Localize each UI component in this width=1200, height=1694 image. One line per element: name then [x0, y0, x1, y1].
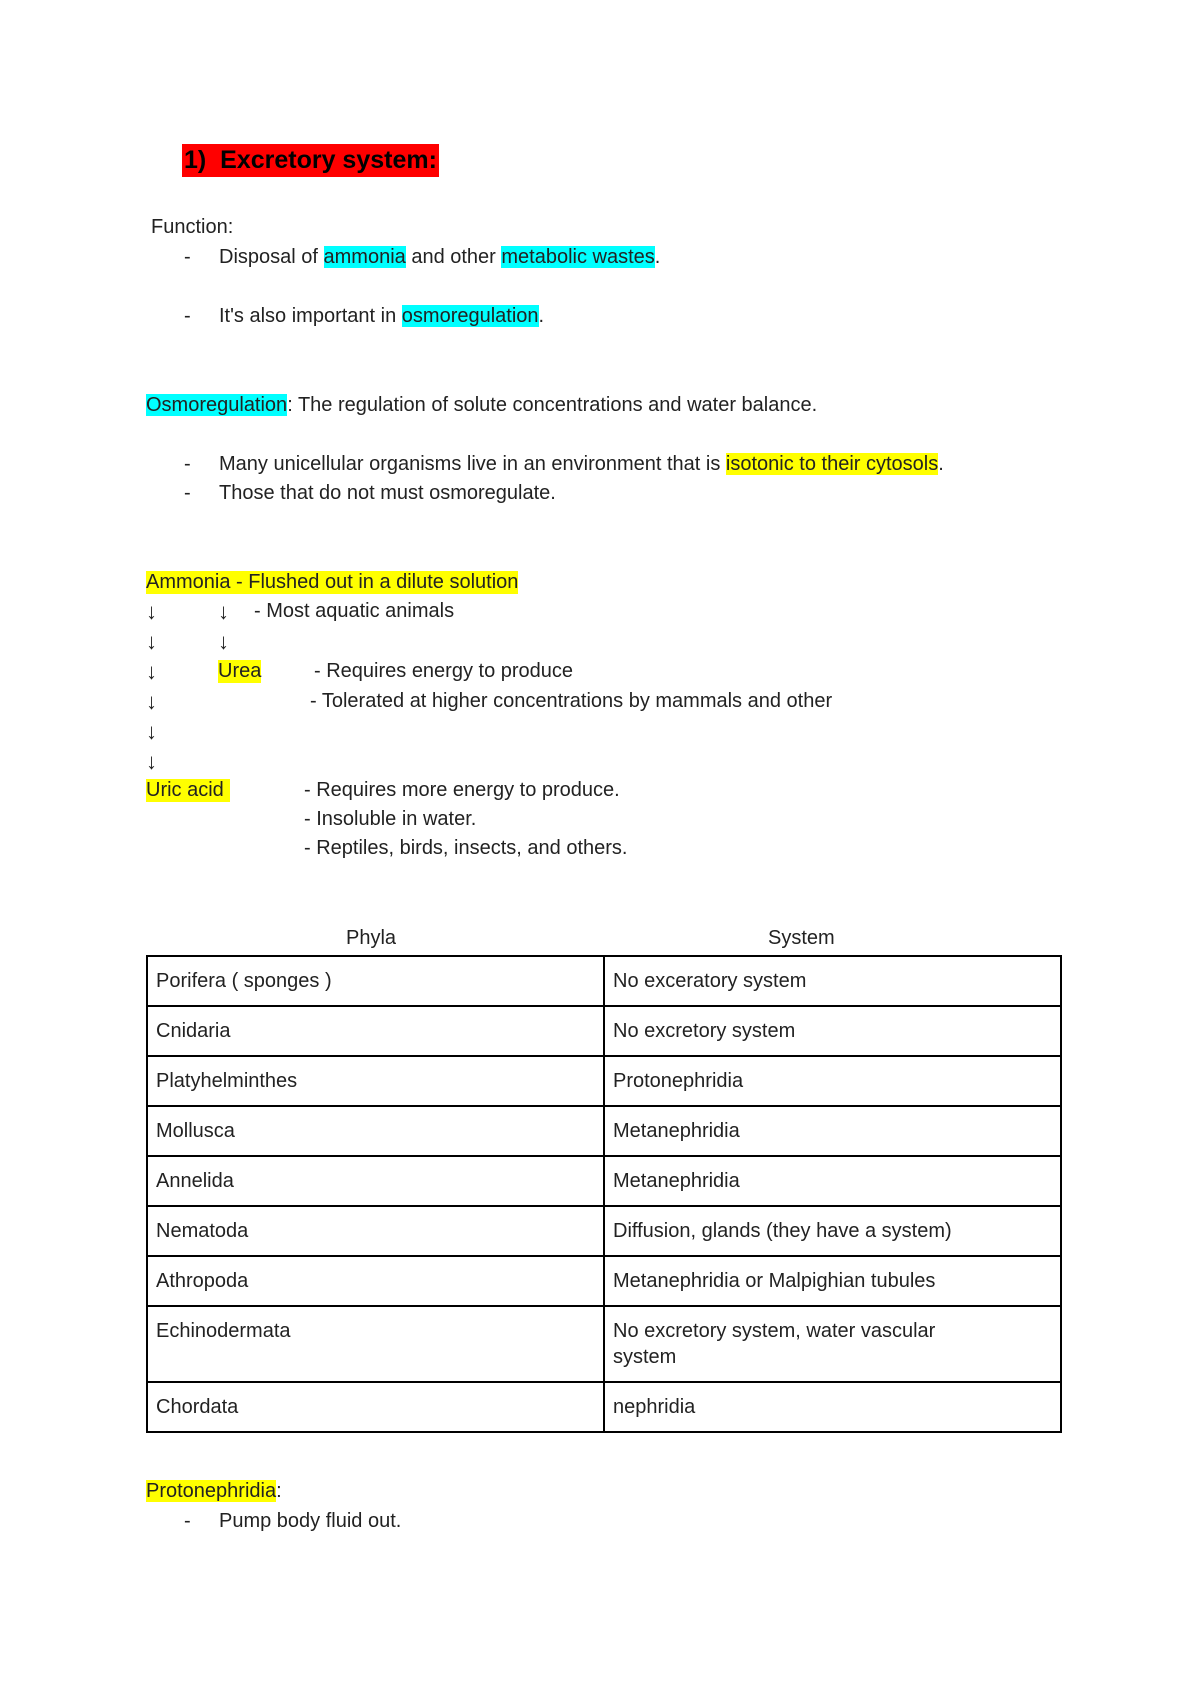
highlight-isotonic: isotonic to their cytosols [725, 453, 939, 475]
phylum-cell: Platyhelminthes [147, 1056, 604, 1106]
function-label: Function: [151, 216, 234, 238]
bullet-dash: - [184, 482, 191, 504]
osmoregulation-definition: Osmoregulation: The regulation of solute concentrations and water balance. [146, 394, 818, 416]
table-row [147, 1156, 1061, 1206]
system-cell: No excretory system [604, 1006, 1061, 1056]
phylum-cell: Nematoda [147, 1206, 604, 1256]
arrow-down-icon: ↓ [146, 719, 157, 744]
system-cell: No excretory system, water vascular system [604, 1306, 1061, 1382]
bullet-dash: - [184, 246, 191, 268]
phylum-cell: Echinodermata [147, 1306, 604, 1382]
table-row [147, 1106, 1061, 1156]
heading-number: 1) [184, 146, 207, 174]
urea-note: - Tolerated at higher concentrations by mammals and other [310, 690, 833, 712]
table-row [147, 1056, 1061, 1106]
bullet-dash: - [184, 305, 191, 327]
system-cell: Metanephridia or Malpighian tubules [604, 1256, 1061, 1306]
system-cell: Metanephridia [604, 1106, 1061, 1156]
urea-note: - Requires energy to produce [314, 660, 574, 682]
system-cell: nephridia [604, 1382, 1061, 1432]
table-row [147, 1306, 1061, 1382]
protonephridia-term: Protonephridia [146, 1480, 277, 1502]
table-row [147, 1006, 1061, 1056]
table-row [147, 1256, 1061, 1306]
osmoregulation-term: Osmoregulation [146, 394, 288, 416]
function-item: - It's also important in osmoregulation. [184, 305, 545, 327]
phylum-cell: Cnidaria [147, 1006, 604, 1056]
uric-note: - Reptiles, birds, insects, and others. [304, 837, 628, 859]
system-cell: Protonephridia [604, 1056, 1061, 1106]
urea-label: Urea [218, 660, 262, 682]
uric-acid-label: Uric acid [146, 779, 230, 802]
phylum-cell: Chordata [147, 1382, 604, 1432]
highlight-metabolic-wastes: metabolic wastes [501, 246, 655, 268]
system-cell: Diffusion, glands (they have a system) [604, 1206, 1061, 1256]
uric-note: - Insoluble in water. [304, 808, 477, 830]
bullet-dash: - [184, 1510, 191, 1532]
arrow-down-icon: ↓ [146, 689, 157, 714]
table-row [147, 1206, 1061, 1256]
phylum-cell: Athropoda [147, 1256, 604, 1306]
uric-note: - Requires more energy to produce. [304, 779, 620, 801]
arrow-down-icon: ↓ [146, 629, 157, 654]
bullet-dash: - [184, 453, 191, 475]
system-cell: Metanephridia [604, 1156, 1061, 1206]
arrow-down-icon: ↓ [146, 599, 157, 624]
table-row [147, 1382, 1061, 1432]
table-header-system: System [768, 927, 835, 949]
table-row [147, 956, 1061, 1006]
table-header-phyla: Phyla [346, 927, 397, 949]
arrow-down-icon: ↓ [146, 659, 157, 684]
section-heading [182, 144, 439, 177]
phylum-cell: Mollusca [147, 1106, 604, 1156]
protonephridia-heading: Protonephridia: [146, 1480, 282, 1502]
highlight-osmoregulation: osmoregulation [401, 305, 539, 327]
function-item: - Disposal of ammonia and other metabolic wastes. [184, 246, 661, 268]
heading-text: Excretory system: [220, 146, 437, 174]
protonephridia-item: - Pump body fluid out. [184, 1510, 402, 1532]
osmo-item: - Many unicellular organisms live in an environment that is isotonic to their cytosols. [184, 453, 944, 475]
phylum-cell: Annelida [147, 1156, 604, 1206]
phyla-table [146, 955, 1062, 1433]
ammonia-heading: Ammonia - Flushed out in a dilute solution [146, 571, 519, 593]
phylum-cell: Porifera ( sponges ) [147, 956, 604, 1006]
highlight-ammonia: ammonia [323, 246, 406, 268]
arrow-down-icon: ↓ [218, 629, 229, 654]
arrow-down-icon: ↓ [146, 749, 157, 774]
osmo-item: - Those that do not must osmoregulate. [184, 482, 556, 504]
system-cell: No exceratory system [604, 956, 1061, 1006]
arrow-down-icon: ↓ [218, 599, 229, 624]
ammonia-note: - Most aquatic animals [254, 600, 455, 622]
